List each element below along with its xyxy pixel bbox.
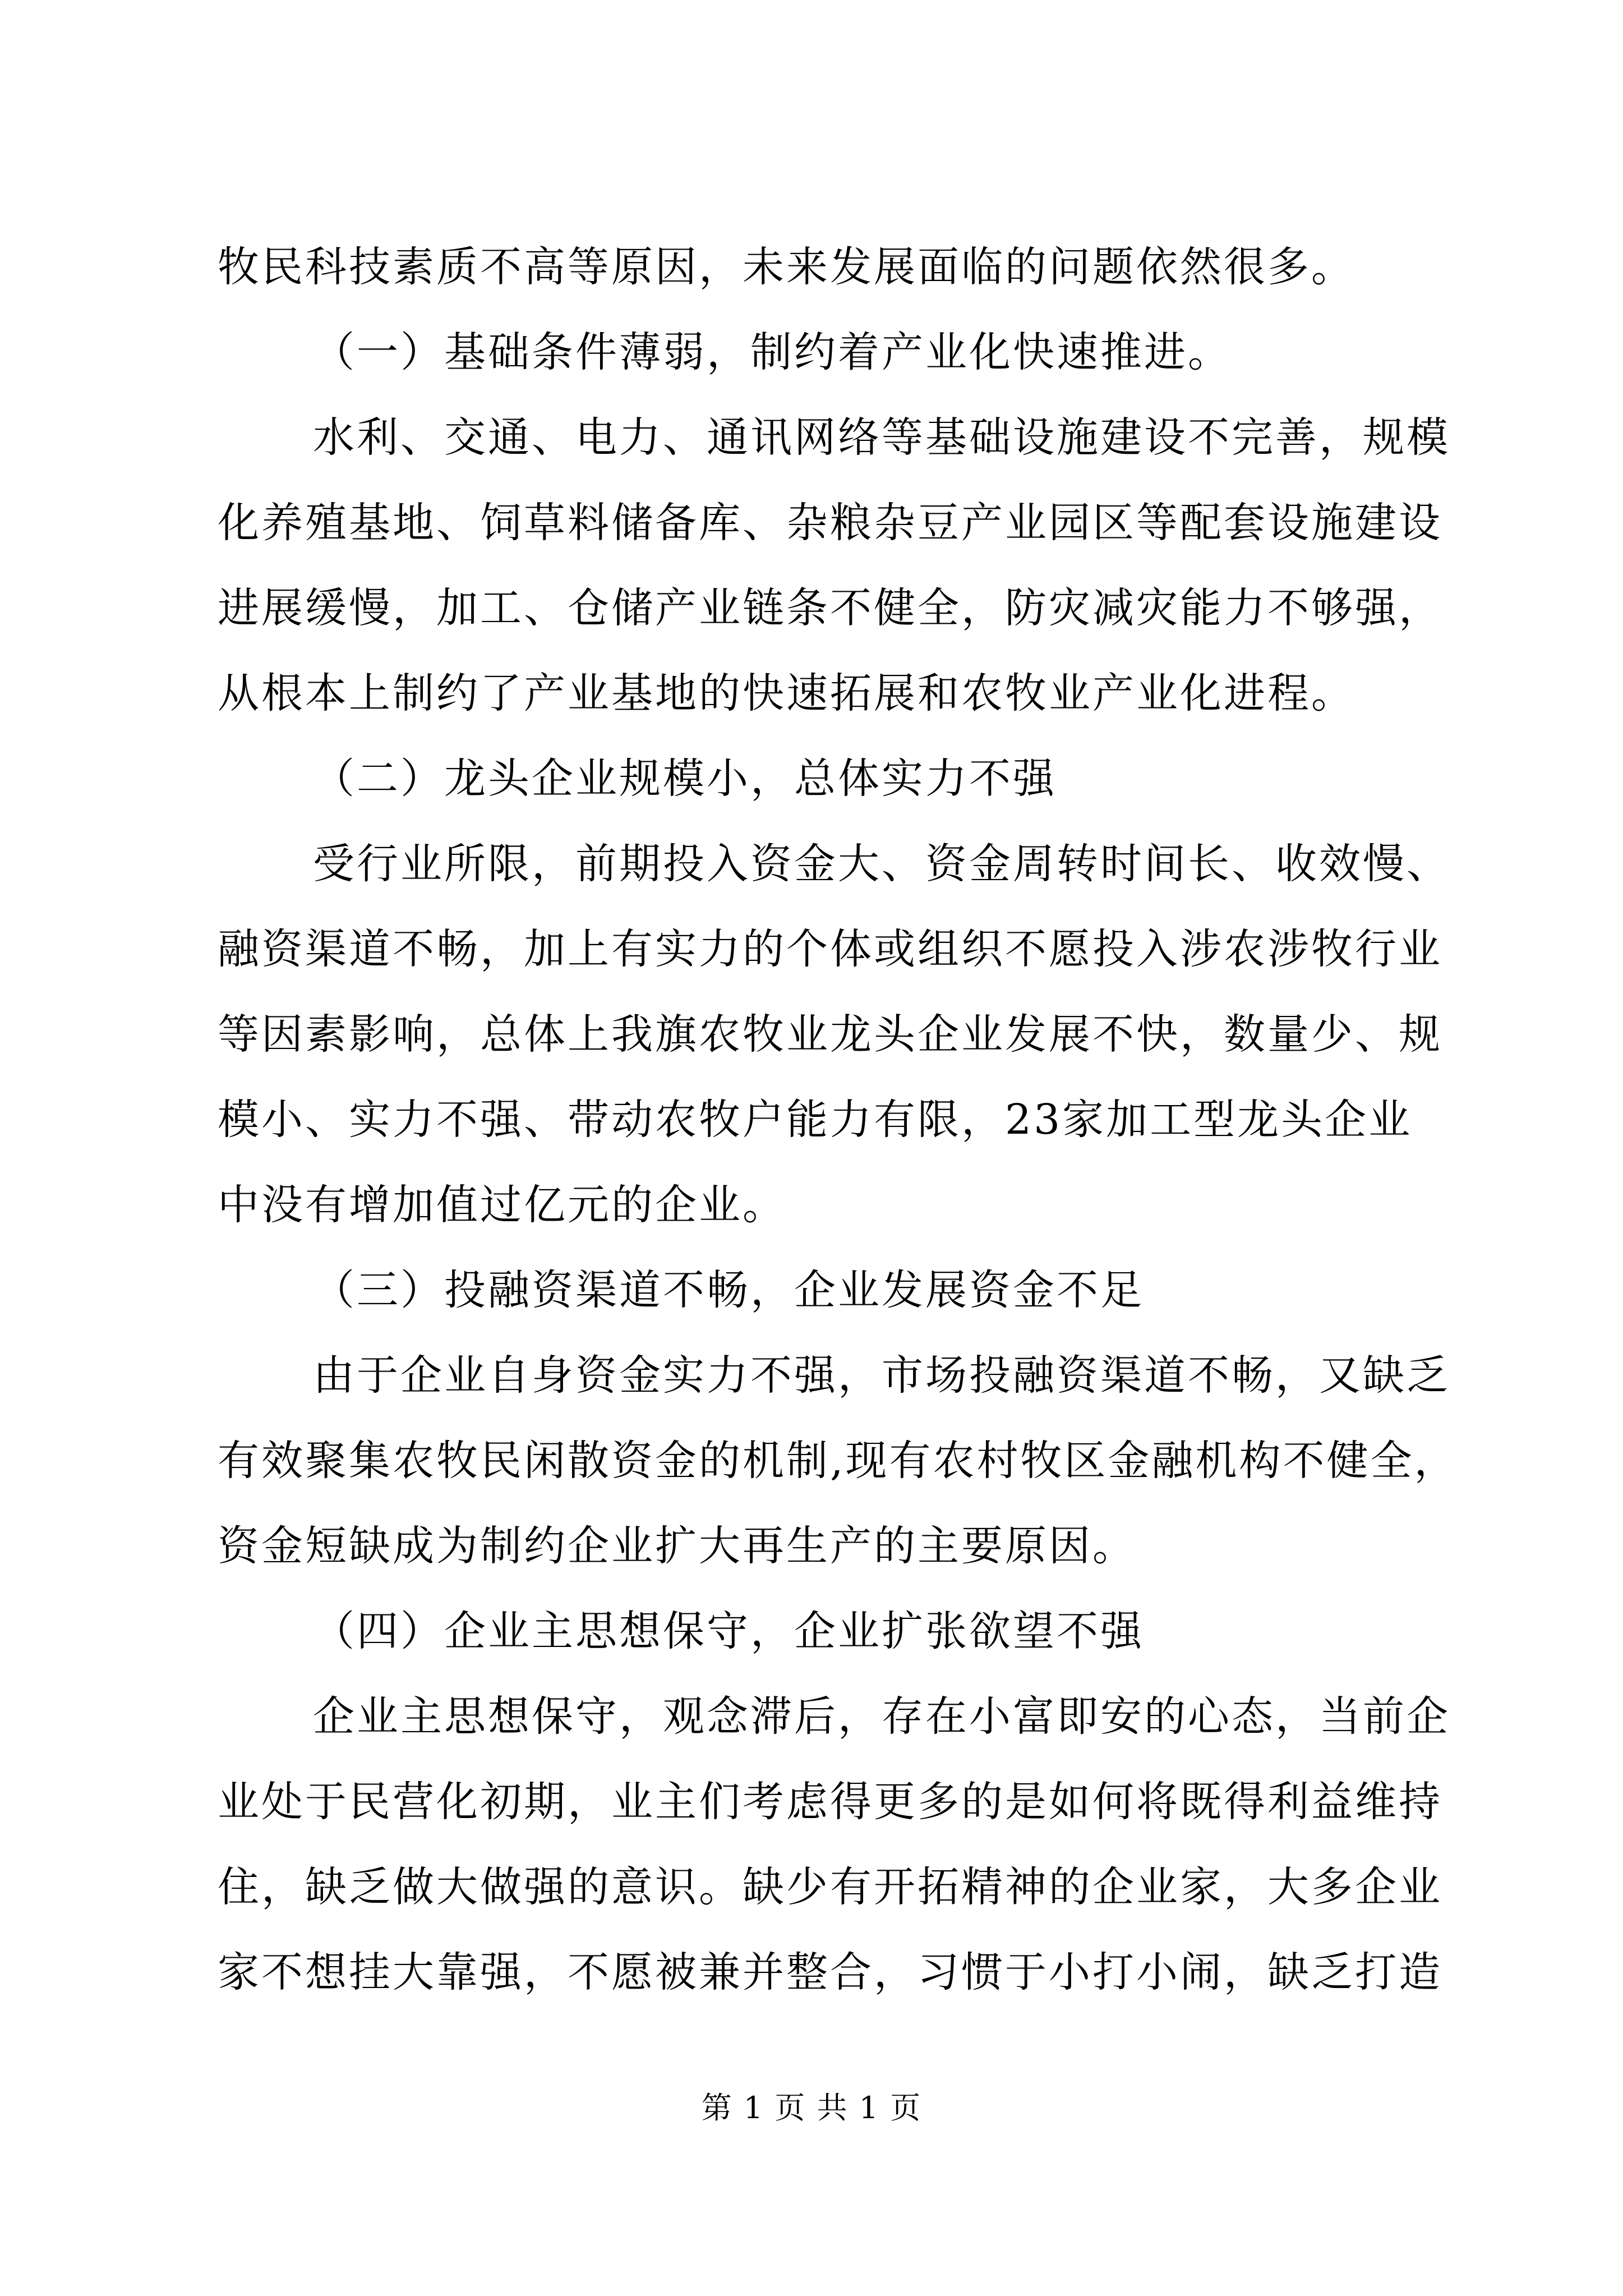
text-line: 受行业所限，前期投入资金大、资金周转时间长、收效慢、	[313, 840, 1450, 888]
text-line: 融资渠道不畅，加上有实力的个体或组织不愿投入涉农涉牧行业	[218, 925, 1442, 973]
text-line: 模小、实力不强、带动农牧户能力有限，23家加工型龙头企业	[218, 1096, 1413, 1144]
text-line: 由于企业自身资金实力不强，市场投融资渠道不畅，又缺乏	[313, 1351, 1450, 1400]
text-line: 有效聚集农牧民闲散资金的机制,现有农村牧区金融机构不健全，	[218, 1437, 1458, 1485]
text-line: 从根本上制约了产业基地的快速拓展和农牧业产业化进程。	[218, 669, 1355, 717]
section-heading: （一）基础条件薄弱，制约着产业化快速推进。	[313, 328, 1232, 376]
text-line: 等因素影响，总体上我旗农牧业龙头企业发展不快，数量少、规	[218, 1010, 1442, 1059]
text-line: 业处于民营化初期，业主们考虑得更多的是如何将既得利益维持	[218, 1778, 1442, 1826]
text-line: 家不想挂大靠强，不愿被兼并整合，习惯于小打小闹，缺乏打造	[218, 1948, 1442, 1996]
text-line: 住，缺乏做大做强的意识。缺少有开拓精神的企业家，大多企业	[218, 1863, 1442, 1911]
text-line: 化养殖基地、饲草料储备库、杂粮杂豆产业园区等配套设施建设	[218, 499, 1442, 547]
section-heading: （二）龙头企业规模小，总体实力不强	[313, 754, 1057, 803]
text-line: 资金短缺成为制约企业扩大再生产的主要原因。	[218, 1522, 1136, 1570]
text-line: 水利、交通、电力、通讯网络等基础设施建设不完善，规模	[313, 413, 1450, 462]
text-line: 进展缓慢，加工、仓储产业链条不健全，防灾减灾能力不够强，	[218, 584, 1442, 632]
page-footer: 第 1 页 共 1 页	[701, 2090, 922, 2125]
text-line: 企业主思想保守，观念滞后，存在小富即安的心态，当前企	[313, 1692, 1450, 1741]
section-heading: （四）企业主思想保守，企业扩张欲望不强	[313, 1607, 1144, 1655]
text-line: 中没有增加值过亿元的企业。	[218, 1181, 786, 1229]
text-line: 牧民科技素质不高等原因，未来发展面临的问题依然很多。	[218, 243, 1355, 291]
section-heading: （三）投融资渠道不畅，企业发展资金不足	[313, 1266, 1144, 1314]
